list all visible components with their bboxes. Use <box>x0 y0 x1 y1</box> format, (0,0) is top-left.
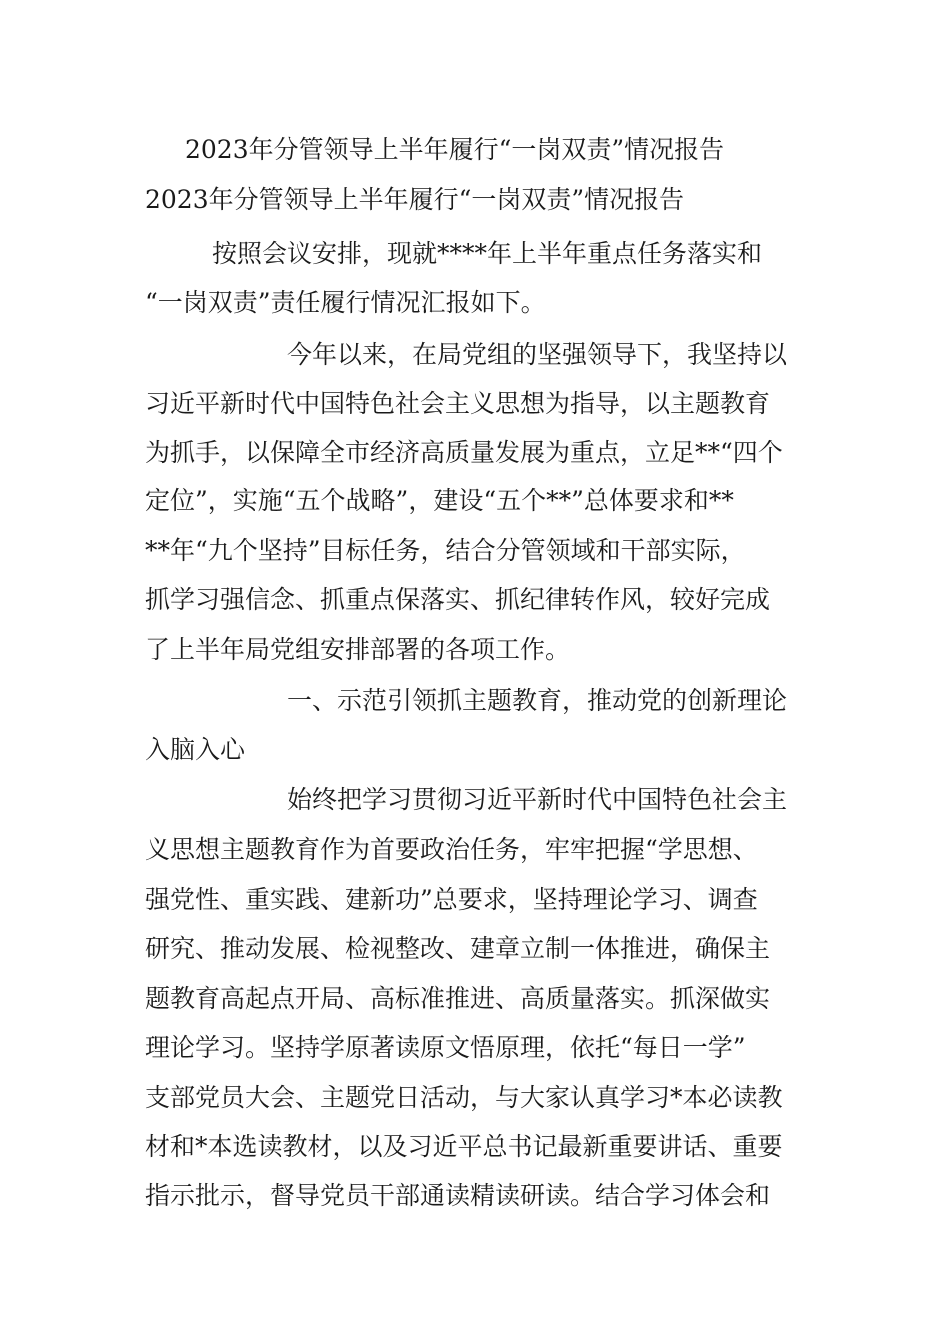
paragraph-line: 始终把学习贯彻习近平新时代中国特色社会主 <box>287 785 788 814</box>
paragraph-line: 理论学习。坚持学原著读原文悟原理，依托“每日一学” <box>145 1033 746 1062</box>
paragraph-line: 指示批示，督导党员干部通读精读研读。结合学习体会和 <box>145 1181 771 1210</box>
paragraph-line: 定位”，实施“五个战略”，建设“五个**”总体要求和** <box>145 486 734 515</box>
paragraph-line: **年“九个坚持”目标任务，结合分管领域和干部实际， <box>145 536 746 565</box>
paragraph-line: 题教育高起点开局、高标准推进、高质量落实。抓深做实 <box>145 984 771 1013</box>
section-heading: 一、示范引领抓主题教育，推动党的创新理论 <box>287 686 788 715</box>
paragraph-line: 了上半年局党组安排部署的各项工作。 <box>145 635 571 664</box>
paragraph-line: 习近平新时代中国特色社会主义思想为指导，以主题教育 <box>145 389 771 418</box>
paragraph-line: 今年以来，在局党组的坚强领导下，我坚持以 <box>287 340 788 369</box>
intro-line: “一岗双责”责任履行情况汇报如下。 <box>145 288 546 317</box>
paragraph-line: 支部党员大会、主题党日活动，与大家认真学习*本必读教 <box>145 1083 783 1112</box>
paragraph-line: 义思想主题教育作为首要政治任务，牢牢把握“学思想、 <box>145 835 758 864</box>
intro-line: 按照会议安排，现就****年上半年重点任务落实和 <box>212 239 763 268</box>
document-title: 2023年分管领导上半年履行“一岗双责”情况报告 <box>185 135 725 164</box>
document-title-repeat: 2023年分管领导上半年履行“一岗双责”情况报告 <box>145 185 685 214</box>
paragraph-line: 为抓手，以保障全市经济高质量发展为重点，立足**“四个 <box>145 438 783 467</box>
section-heading: 入脑入心 <box>145 735 246 764</box>
paragraph-line: 抓学习强信念、抓重点保落实、抓纪律转作风，较好完成 <box>145 585 771 614</box>
paragraph-line: 研究、推动发展、检视整改、建章立制一体推进，确保主 <box>145 934 771 963</box>
paragraph-line: 强党性、重实践、建新功”总要求，坚持理论学习、调查 <box>145 885 758 914</box>
paragraph-line: 材和*本选读教材，以及习近平总书记最新重要讲话、重要 <box>145 1132 783 1161</box>
